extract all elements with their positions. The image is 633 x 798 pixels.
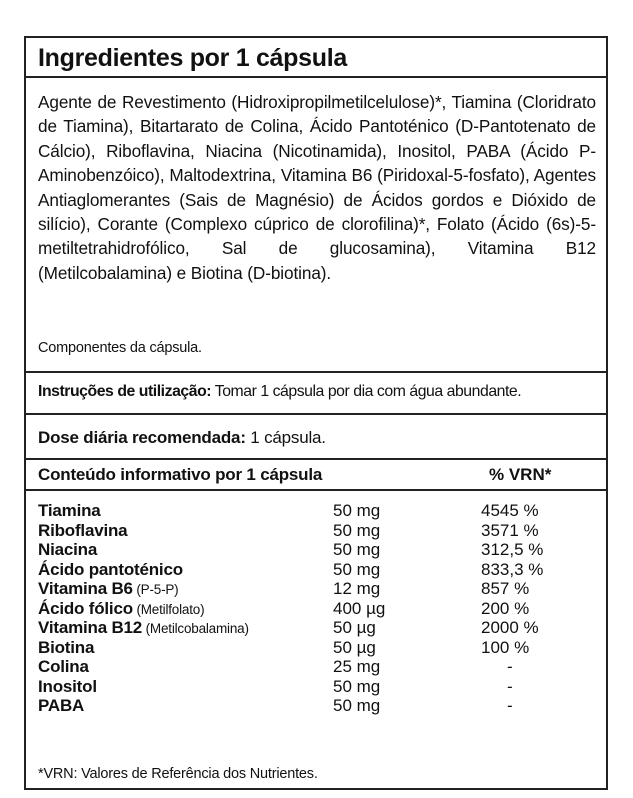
nutrient-amount: 50 mg xyxy=(333,559,381,579)
nutrient-table xyxy=(26,501,606,716)
nutrient-amount: 400 µg xyxy=(333,598,386,618)
nutrient-form: (P-5-P) xyxy=(132,582,179,597)
nutrient-name: Niacina xyxy=(38,540,98,559)
label-title: Ingredientes por 1 cápsula xyxy=(38,44,347,72)
nutrient-amount: 50 mg xyxy=(333,540,381,559)
nutrient-name: Inositol xyxy=(38,676,97,696)
table-row xyxy=(26,638,606,658)
nutrient-amount: 50 µg xyxy=(333,637,376,657)
footnote: *VRN: Valores de Referência dos Nutrientes. xyxy=(38,766,318,782)
divider xyxy=(26,489,606,491)
nutrient-vrn: - xyxy=(507,657,513,676)
nutrient-amount: 50 mg xyxy=(333,501,381,520)
dose-text: 1 cápsula. xyxy=(245,428,326,447)
nutrient-amount: 50 mg xyxy=(333,520,381,540)
nutrient-vrn: 200 % xyxy=(481,598,530,618)
table-header-content: Conteúdo informativo por 1 cápsula xyxy=(38,465,323,484)
nutrient-name: Vitamina B6 (P-5-P) xyxy=(38,579,179,598)
nutrient-name: Biotina xyxy=(38,637,95,657)
instructions-label: Instruções de utilização: xyxy=(38,383,212,400)
table-header-vrn: % VRN* xyxy=(489,465,552,484)
nutrient-name: Ácido pantoténico xyxy=(38,559,183,579)
table-row xyxy=(26,540,606,560)
divider xyxy=(26,371,606,373)
divider xyxy=(26,413,606,415)
capsule-components-text: Componentes da cápsula. xyxy=(38,340,202,356)
table-row xyxy=(26,599,606,619)
divider xyxy=(26,458,606,460)
nutrient-amount: 50 µg xyxy=(333,618,376,637)
table-row xyxy=(26,501,606,521)
nutrient-vrn: 312,5 % xyxy=(481,540,544,559)
nutrient-amount: 50 mg xyxy=(333,676,381,696)
nutrient-name: Vitamina B12 (Metilcobalamina) xyxy=(38,618,249,637)
nutrient-name: Colina xyxy=(38,657,89,676)
nutrient-amount: 25 mg xyxy=(333,657,381,676)
nutrient-vrn: 857 % xyxy=(481,579,530,598)
table-row xyxy=(26,657,606,677)
dose-label: Dose diária recomendada: xyxy=(38,428,246,447)
instructions-line xyxy=(38,383,606,401)
nutrient-vrn: - xyxy=(507,676,513,696)
divider xyxy=(26,76,606,78)
nutrient-vrn: - xyxy=(507,696,513,715)
table-row xyxy=(26,579,606,599)
nutrient-name: Ácido fólico (Metilfolato) xyxy=(38,598,205,618)
nutrient-vrn: 100 % xyxy=(481,637,530,657)
nutrient-vrn: 3571 % xyxy=(481,520,539,540)
nutrient-form: (Metilcobalamina) xyxy=(142,621,249,636)
nutrient-name: Tiamina xyxy=(38,501,101,520)
table-row xyxy=(26,677,606,697)
nutrient-amount: 12 mg xyxy=(333,579,381,598)
ingredients-text: Agente de Revestimento (Hidroxipropilmetilcelulose)*, Tiamina (Cloridrato de Tiamina), Bitartarato de Colina, Ácido Pantoténico (D-Pantotenato de Cálcio), Riboflavina, Niacina (Nicotinamida), Inositol, PABA (Ácido P-Aminobenzóico), Maltodextrina, Vitamina B6 (Piridoxal-5-fosfato), Agentes Antiaglomerantes (Sais de Magnésio) de Ácidos gordos e Dióxido de silício), Corante (Complexo cúprico de clorofilina)*, Folato (Ácido (6s)-5-metiltetrahidrofólico, Sal de glucosamina), Vitamina B12 (Metilcobalamina) e Biotina (D-biotina). xyxy=(38,92,596,283)
nutrient-name: PABA xyxy=(38,696,85,715)
table-row xyxy=(26,521,606,541)
instructions-text: Tomar 1 cápsula por dia com água abundante. xyxy=(211,383,522,400)
nutrient-vrn: 2000 % xyxy=(481,618,539,637)
dose-line xyxy=(38,428,606,448)
nutrient-amount: 50 mg xyxy=(333,696,381,715)
nutrient-form: (Metilfolato) xyxy=(132,601,205,617)
nutrient-name: Riboflavina xyxy=(38,520,128,540)
table-row xyxy=(26,560,606,580)
nutrient-vrn: 4545 % xyxy=(481,501,539,520)
table-row xyxy=(26,696,606,716)
nutrition-label xyxy=(24,36,608,790)
nutrient-vrn: 833,3 % xyxy=(481,559,544,579)
table-row xyxy=(26,618,606,638)
table-header xyxy=(26,465,606,491)
